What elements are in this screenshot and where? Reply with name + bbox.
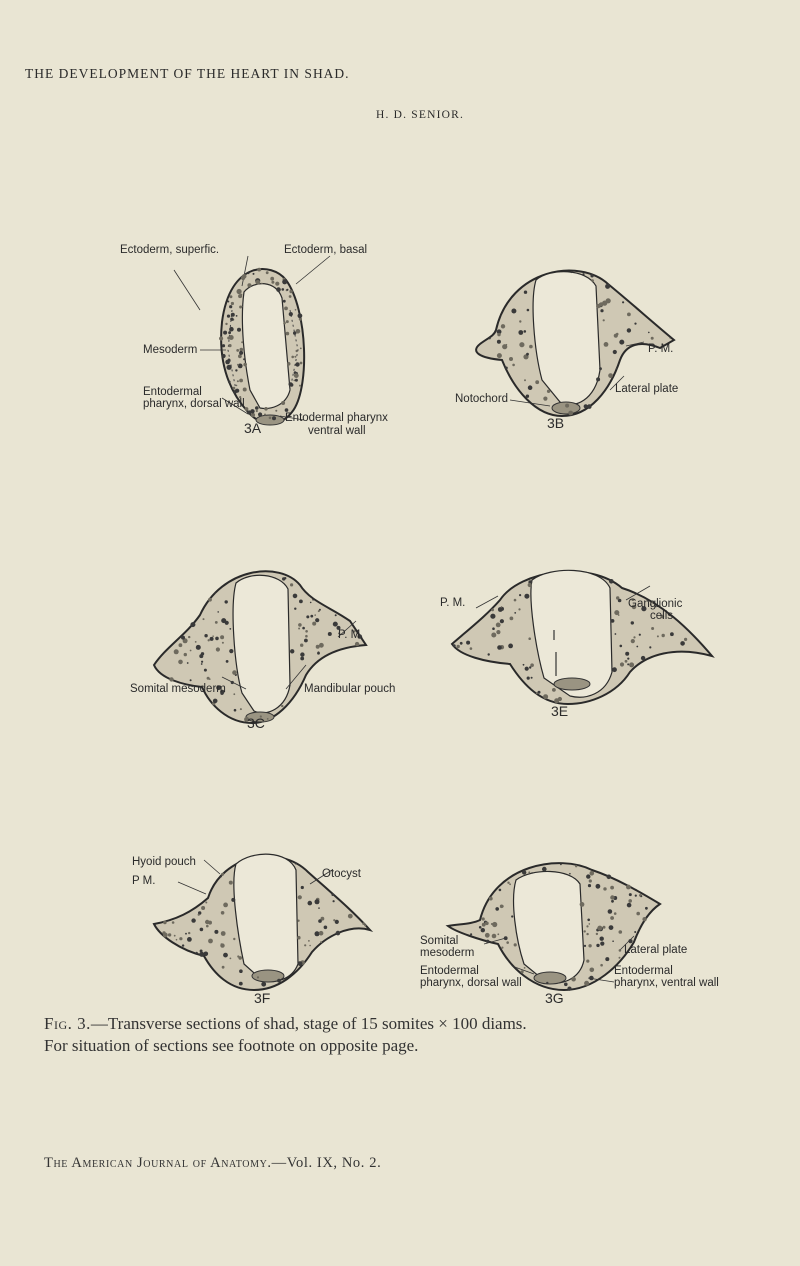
label-entodermal-dorsal-2: pharynx, dorsal wall [143,398,245,410]
label-entodermal-dorsal-2: pharynx, dorsal wall [420,977,522,989]
figure-3g [420,840,720,1020]
figure-3a [120,240,390,460]
figure-id-3a: 3A [244,420,262,436]
label-entodermal-ventral-1: Entodermal pharynx [285,412,388,424]
journal-volume: —Vol. IX, No. 2. [271,1155,382,1171]
figure-id-3c: 3C [247,715,265,731]
label-lateral-plate: Lateral plate [615,383,679,395]
label-pm: P. M. [338,629,364,641]
caption-line-1 [44,1013,784,1035]
label-ectoderm-superfic: Ectoderm, superfic. [120,244,220,256]
figure-3g-drawing [420,840,720,1020]
figure-3f [120,840,400,1020]
figure-3c-drawing [130,555,400,735]
figure-id-3g: 3G [545,990,564,1006]
label-ganglionic-2: cells [650,610,674,622]
label-pm: P. M. [648,343,674,355]
label-entodermal-dorsal-1: Entodermal [143,386,202,398]
journal-footer [44,1155,381,1172]
figure-3b [450,240,720,460]
running-title: THE DEVELOPMENT OF THE HEART IN SHAD. [25,66,350,81]
figure-id-3b: 3B [547,415,565,431]
journal-name: The American Journal of Anatomy. [44,1155,272,1171]
figure-3e [440,560,730,730]
figure-3b-drawing [450,240,720,460]
figure-3e-drawing [440,560,730,730]
label-entodermal-ventral-2: ventral wall [308,425,366,437]
label-somital-1: Somital [420,935,459,947]
label-mesoderm: Mesoderm [143,344,198,356]
label-notochord: Notochord [455,393,509,405]
label-otocyst: Otocyst [322,868,361,880]
label-mandibular-pouch: Mandibular pouch [304,683,396,695]
figure-id-3f: 3F [254,990,271,1006]
label-ectoderm-basal: Ectoderm, basal [284,244,368,256]
label-somital-2: mesoderm [420,947,475,959]
label-entodermal-ventral-1: Entodermal [614,965,673,977]
label-entodermal-dorsal-1: Entodermal [420,965,479,977]
figure-3c [130,555,400,735]
caption-line-2: For situation of sections see footnote on opposite page. [44,1036,419,1055]
figure-caption [44,1013,784,1057]
label-hyoid-pouch: Hyoid pouch [132,856,196,868]
figure-id-3e: 3E [551,703,569,719]
label-pm: P. M. [440,597,466,609]
label-lateral-plate: Lateral plate [624,944,688,956]
label-somital-mesoderm: Somital mesoderm [130,683,226,695]
label-ganglionic-1: Ganglionic [628,598,683,610]
label-pm: P M. [132,875,156,887]
label-entodermal-ventral-2: pharynx, ventral wall [614,977,719,989]
caption-text: —Transverse sections of shad, stage of 15 somites × 100 diams. [90,1014,527,1033]
author-line: H. D. SENIOR. [375,109,465,121]
caption-fig-label: Fig. 3. [44,1014,91,1033]
